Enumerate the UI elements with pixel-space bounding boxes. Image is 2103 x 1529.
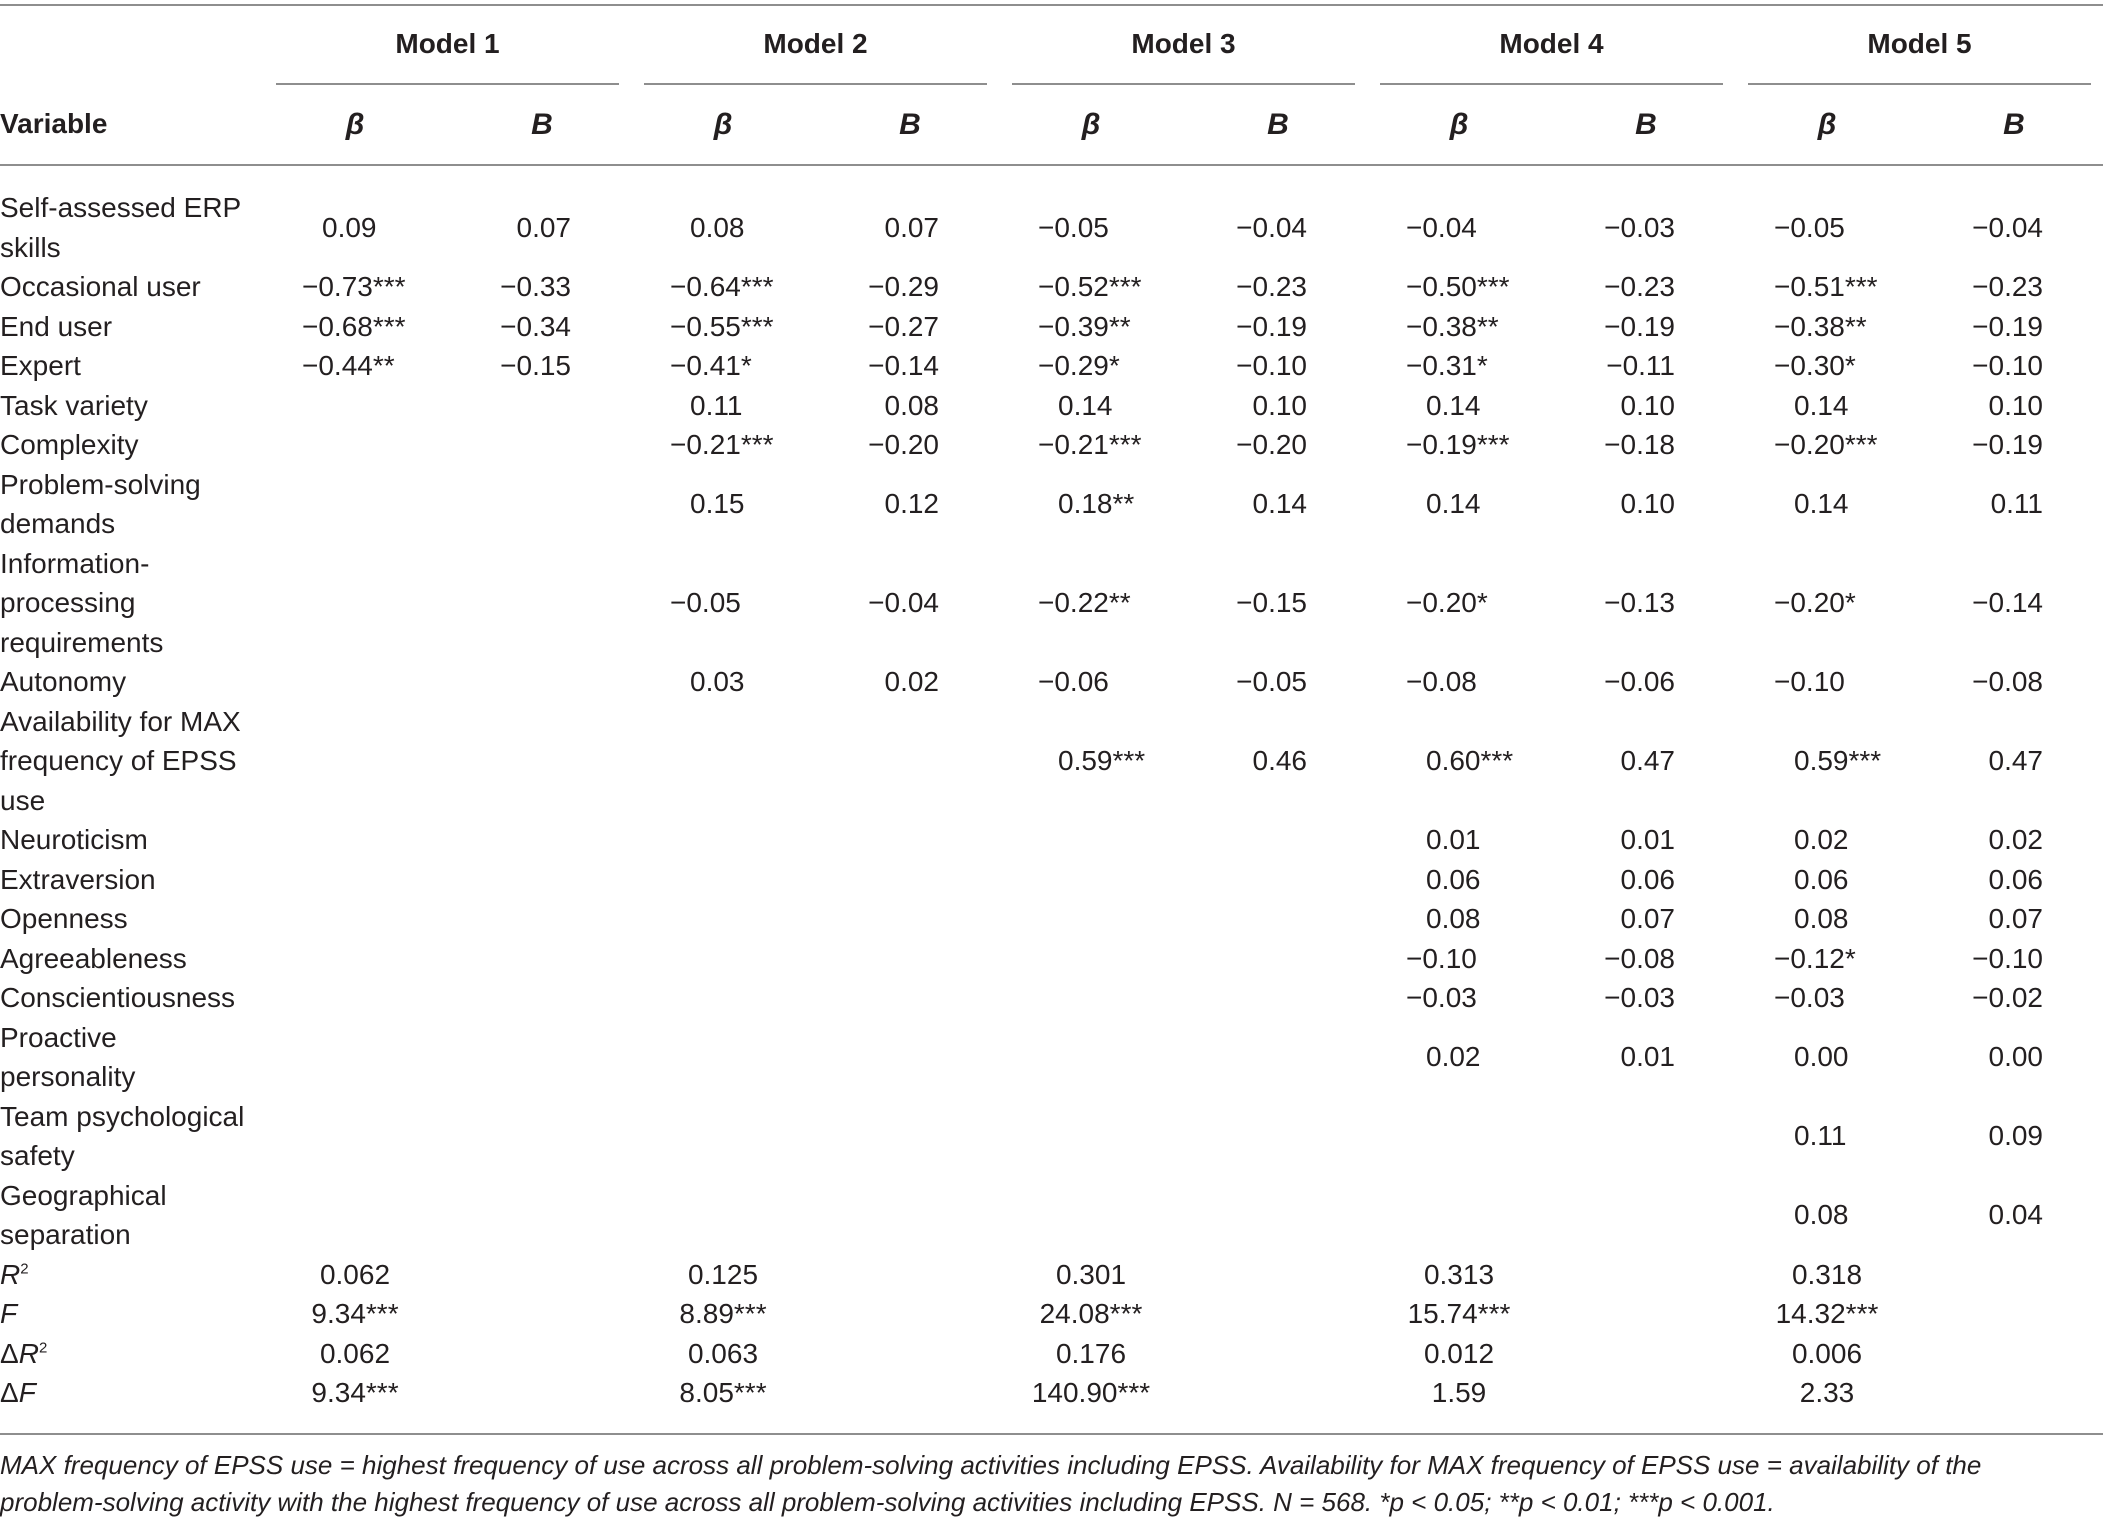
beta-value: 0.11 [1794,1120,1847,1152]
b-value: 0.09 [1988,1120,2043,1152]
stat-label: $R^2$ [0,1258,29,1290]
beta-value: −0.20* [1774,587,1856,618]
b-value: 0.10 [1620,389,1675,421]
row-label: Autonomy [0,666,127,697]
beta-value: 0.14 [1794,389,1849,421]
stat-value: 24.08*** [1039,1298,1143,1329]
model-group-rule [1012,83,1355,85]
stat-label: ΔF [0,1377,36,1408]
model-group-rule [276,83,619,85]
beta-header: β [1817,108,1837,141]
row-label: Self-assessed ERP skills [0,192,241,263]
row-label: Expert [0,350,81,381]
b-value: 0.06 [1988,863,2043,895]
row-label: Neuroticism [0,824,148,855]
beta-value: −0.08 [1406,666,1477,697]
beta-value: −0.30* [1774,350,1856,381]
stat-value: 0.176 [1055,1337,1127,1369]
b-value: −0.33 [500,271,571,302]
beta-value: −0.20*** [1774,429,1878,460]
b-value: −0.10 [1972,942,2043,974]
b-value: −0.19 [1972,310,2043,342]
b-value: −0.29 [868,271,939,302]
stat-value: 9.34*** [311,1298,399,1329]
b-value: −0.10 [1236,350,1307,381]
beta-header: β [1449,108,1469,141]
beta-value: 0.03 [690,666,745,697]
b-value: 0.07 [1620,903,1675,934]
beta-header: β [345,108,365,141]
b-value: 0.01 [1620,824,1675,855]
stat-value: 0.012 [1423,1337,1495,1369]
beta-value: 0.02 [1794,824,1849,855]
beta-value: −0.05 [1038,211,1109,243]
beta-value: −0.38** [1774,310,1867,342]
beta-value: −0.05 [670,587,741,618]
beta-value: −0.44** [302,350,395,381]
row-label: Occasional user [0,271,201,302]
row-label: Problem-solving demands [0,468,201,539]
beta-value: −0.55*** [670,310,774,342]
stat-value: 1.59 [1431,1377,1487,1408]
b-value: 0.06 [1620,863,1675,895]
beta-value: −0.19*** [1406,429,1510,460]
top-rule [0,4,2103,6]
beta-value: 0.59*** [1058,745,1146,776]
beta-value: −0.10 [1774,666,1845,697]
b-header: B [1635,108,1657,141]
beta-value: −0.31* [1406,350,1488,381]
bottom-rule [0,1433,2103,1435]
beta-value: −0.52*** [1038,271,1142,302]
b-value: 0.11 [1990,488,2043,520]
b-value: −0.06 [1604,666,1675,697]
model-group-rule [644,83,987,85]
b-value: −0.04 [1236,211,1307,243]
beta-value: 0.14 [1794,488,1849,520]
b-value: 0.02 [1988,824,2043,855]
beta-value: 0.14 [1426,488,1481,520]
beta-value: 0.02 [1426,1041,1481,1073]
b-value: 0.04 [1988,1199,2043,1231]
row-label: Team psychological safety [0,1100,245,1171]
beta-value: −0.21*** [1038,429,1142,460]
beta-value: −0.12* [1774,942,1856,974]
b-value: 0.00 [1988,1041,2043,1073]
b-value: −0.13 [1604,587,1675,618]
beta-value: 0.06 [1426,863,1481,895]
model-header: Model 3 [1131,28,1236,59]
beta-value: −0.10 [1406,942,1477,974]
b-value: 0.10 [1988,389,2043,421]
b-header: B [1267,108,1289,141]
beta-value: −0.38** [1406,310,1499,342]
model-group-rule [1748,83,2091,85]
model-header: Model 4 [1499,28,1604,59]
stat-label: $\Delta R^2$ [0,1337,48,1369]
b-value: −0.05 [1236,666,1307,697]
beta-value: −0.41* [670,350,752,381]
variable-header: Variable [0,108,108,139]
b-value: 0.08 [884,389,939,421]
beta-value: 0.18** [1058,488,1135,520]
table-footnote: MAX frequency of EPSS use = highest frequency of use across all problem-solving activities including EPSS. Availability for MAX frequency of EPSS use = availability of the problem-solving activity with the highest frequency of use across all problem-solving activities including EPSS. N = 568. *p < 0.05; **p < 0.01; ***p < 0.001. [0,1450,1982,1517]
header-rule [0,164,2103,166]
b-value: −0.02 [1972,982,2043,1013]
b-value: −0.04 [1972,211,2043,243]
model-header: Model 1 [395,28,500,59]
b-value: −0.11 [1606,350,1675,381]
model-group-rule [1380,83,1723,85]
b-value: 0.02 [884,666,939,697]
beta-value: 0.01 [1426,824,1481,855]
stat-label: F [0,1298,18,1329]
stat-value: 0.125 [687,1258,759,1290]
beta-value: −0.05 [1774,211,1845,243]
beta-value: −0.73*** [302,271,406,302]
b-value: −0.08 [1972,666,2043,697]
b-value: 0.14 [1252,488,1307,520]
b-value: −0.23 [1972,271,2043,302]
row-label: Agreeableness [0,942,187,974]
beta-value: 0.60*** [1426,745,1514,776]
beta-value: −0.03 [1774,982,1845,1013]
beta-value: 0.14 [1058,389,1113,421]
b-value: −0.19 [1236,310,1307,342]
b-value: 0.07 [516,211,571,243]
beta-value: −0.22** [1038,587,1131,618]
beta-header: β [713,108,733,141]
model-header: Model 2 [763,28,868,59]
b-value: −0.03 [1604,211,1675,243]
b-value: −0.14 [1972,587,2043,618]
beta-value: 0.59*** [1794,745,1882,776]
beta-value: 0.08 [1426,903,1481,934]
b-value: −0.15 [500,350,571,381]
beta-value: −0.20* [1406,587,1488,618]
b-value: −0.34 [500,310,571,342]
row-label: End user [0,310,113,342]
beta-value: −0.06 [1038,666,1109,697]
stat-value: 2.33 [1799,1377,1855,1408]
beta-value: 0.08 [1794,903,1849,934]
beta-value: −0.64*** [670,271,774,302]
beta-value: 0.15 [690,488,745,520]
beta-value: −0.21*** [670,429,774,460]
beta-header: β [1081,108,1101,141]
row-label: Complexity [0,429,139,460]
beta-value: 0.06 [1794,863,1849,895]
stat-value: 0.063 [687,1337,759,1369]
model-header: Model 5 [1867,28,1972,59]
stat-value: 14.32*** [1775,1298,1879,1329]
stat-value: 8.05*** [679,1377,767,1408]
b-value: 0.07 [1988,903,2043,934]
b-value: −0.19 [1972,429,2043,460]
row-label: Extraversion [0,863,156,895]
b-value: −0.23 [1604,271,1675,302]
b-value: −0.10 [1972,350,2043,381]
b-value: −0.03 [1604,982,1675,1013]
stat-value: 8.89*** [679,1298,767,1329]
b-value: −0.15 [1236,587,1307,618]
row-label: Task variety [0,389,148,421]
b-value: −0.08 [1604,942,1675,974]
b-value: 0.10 [1620,488,1675,520]
stat-value: 15.74*** [1407,1298,1511,1329]
b-header: B [531,108,553,141]
b-header: B [2003,108,2025,141]
stat-value: 0.313 [1423,1258,1495,1290]
beta-value: −0.51*** [1774,271,1878,302]
beta-value: 0.08 [1794,1199,1849,1231]
b-value: −0.04 [868,587,939,618]
beta-value: 0.11 [690,389,743,421]
row-label: Information-processing requirements [0,547,164,658]
b-value: −0.20 [1236,429,1307,460]
stat-value: 0.301 [1055,1258,1127,1290]
row-label: Conscientiousness [0,982,236,1013]
beta-value: 0.00 [1794,1041,1849,1073]
row-label: Proactive personality [0,1021,136,1092]
b-value: −0.23 [1236,271,1307,302]
stat-value: 140.90*** [1031,1377,1151,1408]
beta-value: 0.09 [322,211,377,243]
beta-value: −0.04 [1406,211,1477,243]
beta-value: −0.50*** [1406,271,1510,302]
beta-value: 0.14 [1426,389,1481,421]
b-value: 0.12 [884,488,939,520]
b-value: −0.19 [1604,310,1675,342]
b-value: −0.14 [868,350,939,381]
stat-value: 9.34*** [311,1377,399,1408]
b-value: 0.07 [884,211,939,243]
row-label: Openness [0,903,128,934]
row-label: Availability for MAX frequency of EPSS use [0,705,241,816]
b-value: 0.47 [1620,745,1675,776]
b-value: −0.27 [868,310,939,342]
stat-value: 0.062 [319,1258,391,1290]
stat-value: 0.006 [1791,1337,1863,1369]
b-value: 0.01 [1620,1041,1675,1073]
b-value: 0.47 [1988,745,2043,776]
beta-value: −0.03 [1406,982,1477,1013]
b-value: −0.20 [868,429,939,460]
beta-value: 0.08 [690,211,745,243]
beta-value: −0.29* [1038,350,1120,381]
b-value: −0.18 [1604,429,1675,460]
stat-value: 0.062 [319,1337,391,1369]
row-label: Geographical separation [0,1179,167,1250]
b-header: B [899,108,921,141]
beta-value: −0.39** [1038,310,1131,342]
stat-value: 0.318 [1791,1258,1863,1290]
b-value: 0.10 [1252,389,1307,421]
beta-value: −0.68*** [302,310,406,342]
b-value: 0.46 [1252,745,1307,776]
